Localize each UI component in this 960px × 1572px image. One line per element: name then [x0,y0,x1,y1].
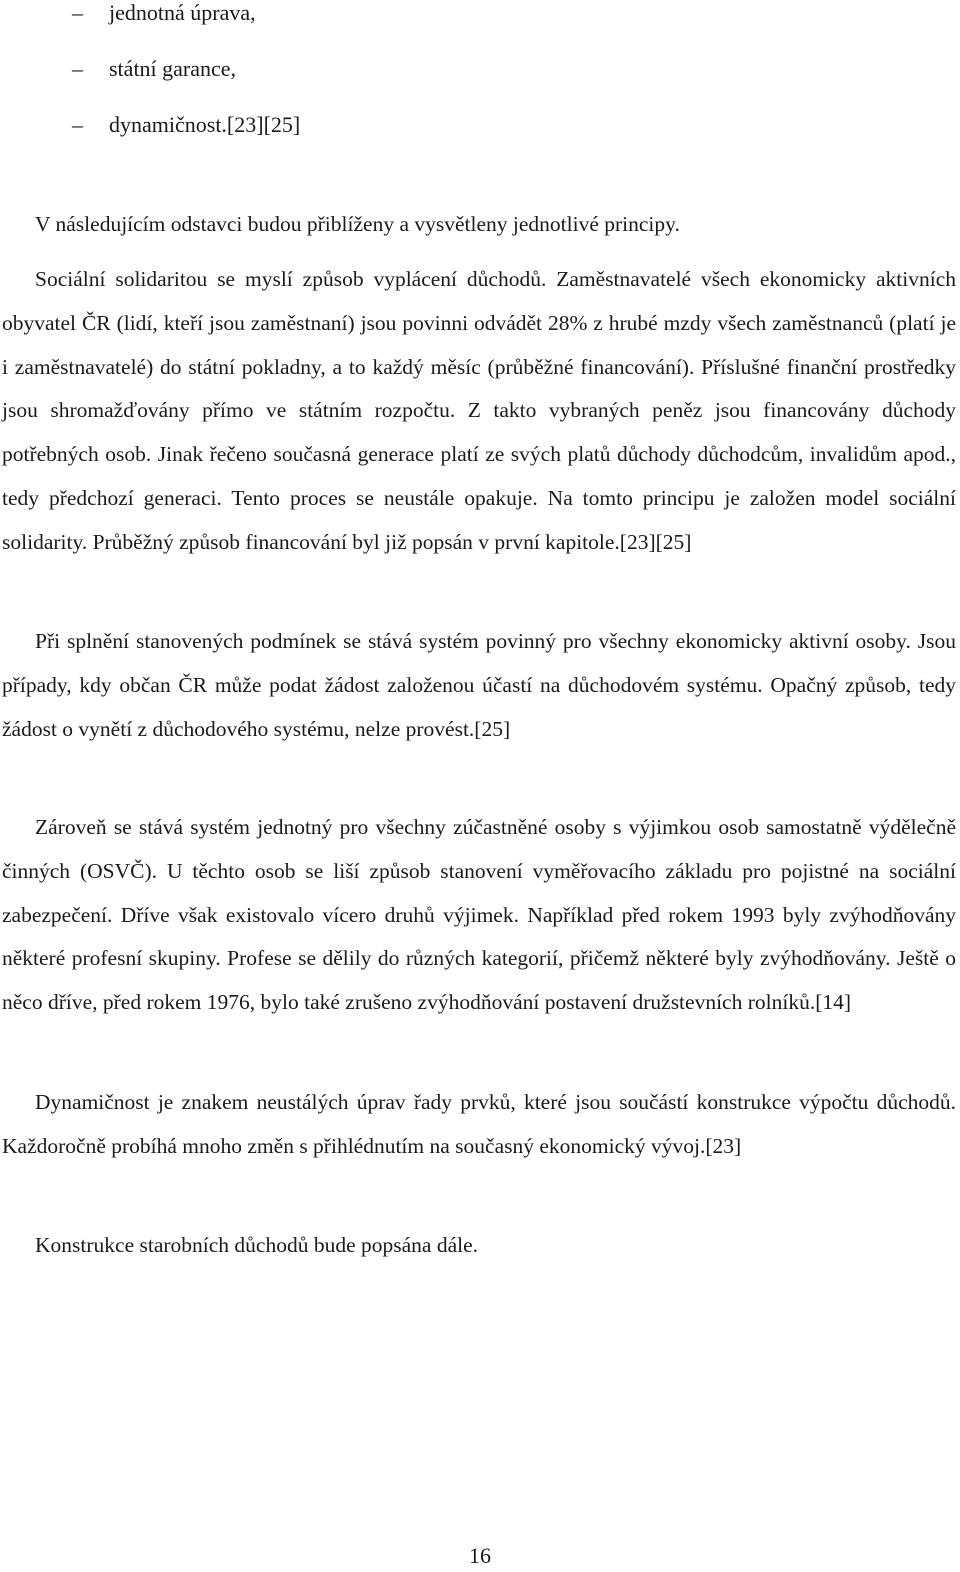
principles-list [2,0,956,168]
dash-bullet: – [72,0,83,25]
paragraph-dynamics: Dynamičnost je znakem neustálých úprav řady prvků, které jsou součástí konstrukce výpočtu důchodů. Každoročně probíhá mnoho změn s přihlédnutím na současný ekonomický vývoj.[23] [2,1090,956,1158]
paragraph-unified-system: Zároveň se stává systém jednotný pro všechny zúčastněné osoby s výjimkou osob samostatně výdělečně činných (OSVČ). U těchto osob se liší způsob stanovení vyměřovacího základu pro pojistné na sociální zabezpečení. Dříve však existovalo vícero druhů výjimek. Například před rokem 1993 byly zvýhodňovány některé profesní skupiny. Profese se dělily do různých kategorií, přičemž některé byly zvýhodňovány. Ještě o něco dříve, před rokem 1976, bylo také zrušeno zvýhodňování postavení družstevních rolníků.[14] [2,815,956,1015]
page-number: 16 [469,1543,491,1568]
paragraph-mandatory-system: Při splnění stanovených podmínek se stává systém povinný pro všechny ekonomicky aktivní osoby. Jsou případy, kdy občan ČR může podat žádost založenou účastí na důchodovém systému. Opačný způsob, tedy žádost o vynětí z důchodového systému, nelze provést.[25] [2,629,956,741]
list-item [2,112,956,168]
paragraph-intro: V následujícím odstavci budou přiblíženy a vysvětleny jednotlivé principy. [35,212,680,236]
list-item [2,56,956,112]
list-item [2,0,956,56]
paragraph-construction: Konstrukce starobních důchodů bude popsána dále. [35,1233,479,1257]
list-item-text: státní garance, [109,56,237,81]
dash-bullet: – [72,112,83,137]
list-item-text: jednotná úprava, [109,0,256,25]
document-page [2,0,956,1257]
dash-bullet: – [72,56,83,81]
paragraph-social-solidarity: Sociální solidaritou se myslí způsob vyplácení důchodů. Zaměstnavatelé všech ekonomicky aktivních obyvatel ČR (lidí, kteří jsou zaměstnaní) jsou povinni odvádět 28% z hrubé mzdy všech zaměstnanců (platí je i zaměstnavatelé) do státní pokladny, a to každý měsíc (průběžné financování). Příslušné finanční prostředky jsou shromažďovány přímo ve státním rozpočtu. Z takto vybraných peněz jsou financovány důchody potřebných osob. Jinak řečeno současná generace platí ze svých platů důchody důchodcům, invalidům apod., tedy předchozí generaci. Tento proces se neustále opakuje. Na tomto principu je založen model sociální solidarity. Průběžný způsob financování byl již popsán v první kapitole.[23][25] [2,267,956,554]
list-item-text: dynamičnost.[23][25] [109,112,301,137]
